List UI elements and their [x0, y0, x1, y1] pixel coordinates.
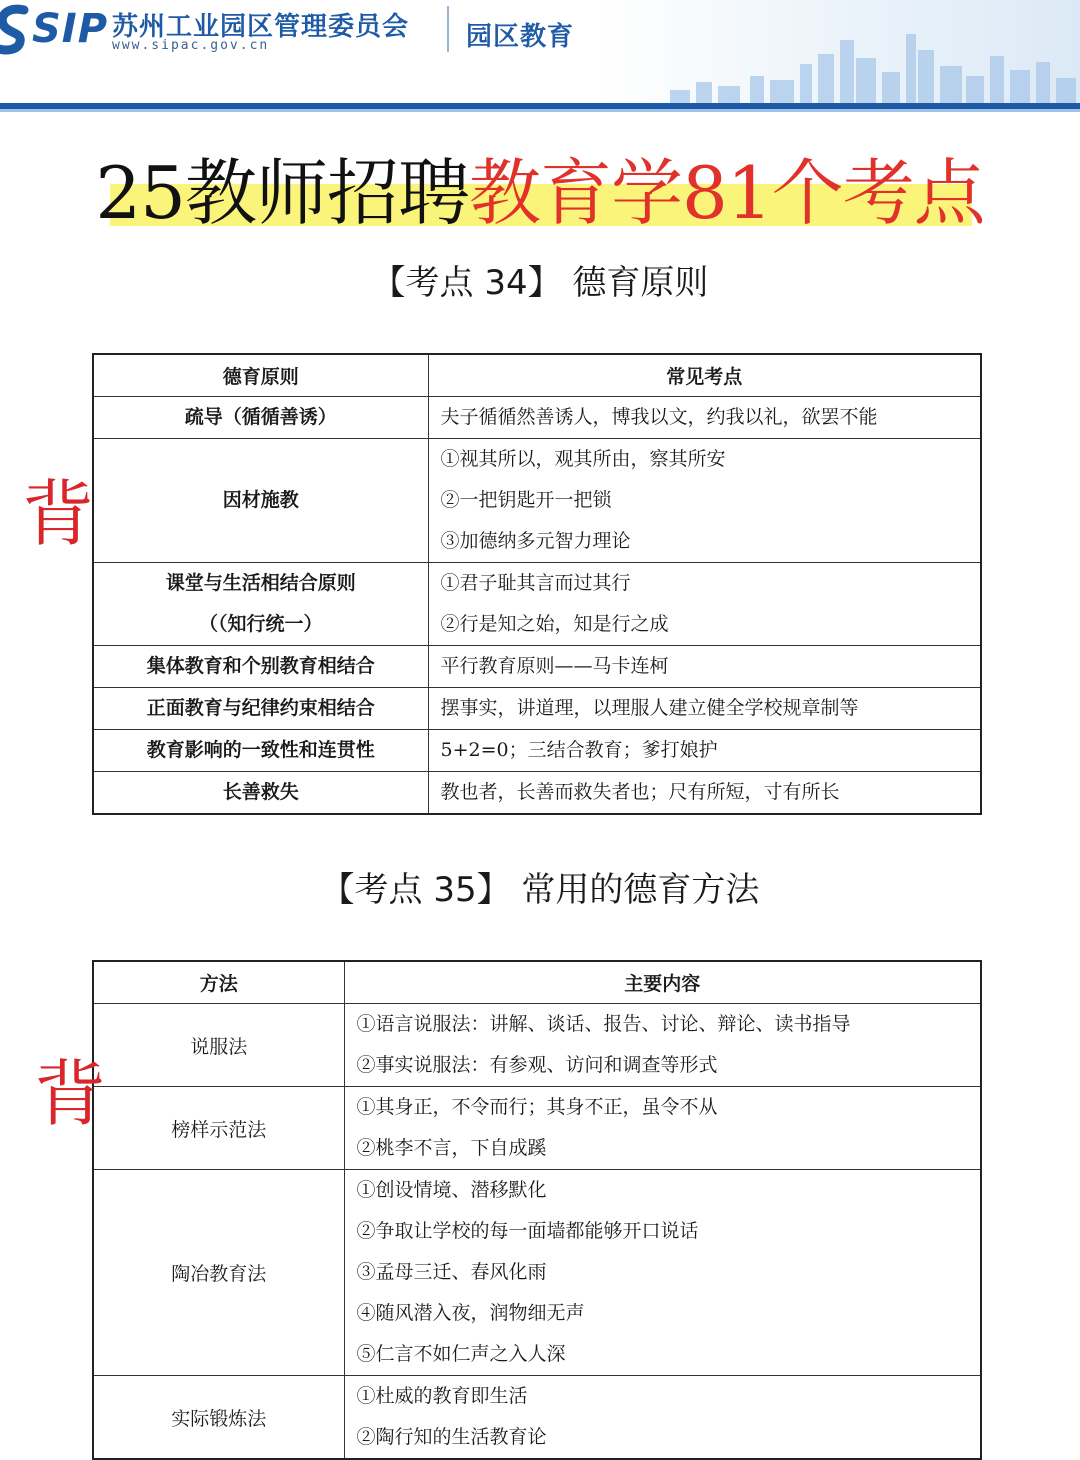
contents-cell [344, 1004, 981, 1087]
cell-line: （（知行统一） [198, 613, 323, 635]
principle-cell [93, 772, 428, 815]
cell-line: ①杜威的教育即生活 [356, 1385, 528, 1407]
principle-cell [93, 397, 428, 439]
header-banner [0, 0, 1080, 112]
principle-cell [93, 730, 428, 772]
cell-line: 课堂与生活相结合原则 [165, 572, 356, 594]
principle-cell [93, 646, 428, 688]
title-part-black: 25教师招聘 [95, 151, 469, 235]
cell-line: ①视其所以，观其所由，察其所安 [440, 448, 726, 470]
table-row [93, 730, 981, 772]
header-rule-light [0, 109, 1080, 112]
cell-line: 教育影响的一致性和连贯性 [146, 739, 375, 761]
points-cell [428, 439, 981, 563]
moral-methods-table [92, 960, 982, 1460]
title-part-red: 教育学81个考点 [469, 151, 985, 235]
table-row [93, 439, 981, 563]
points-cell [428, 688, 981, 730]
cell-line: 夫子循循然善诱人，博我以文，约我以礼，欲罢不能 [440, 406, 878, 428]
table-row [93, 1087, 981, 1170]
table-row [93, 1170, 981, 1376]
section-name: 园区教育 [466, 22, 575, 52]
page-title [0, 148, 1080, 238]
org-name: 苏州工业园区管理委员会 [112, 12, 410, 42]
column-header: 常见考点 [428, 354, 981, 397]
column-header: 方法 [93, 961, 344, 1004]
cell-line: 疏导（循循善诱） [184, 406, 337, 428]
cell-line: ②一把钥匙开一把锁 [440, 489, 612, 511]
table-row [93, 688, 981, 730]
cell-line: ①君子耻其言而过其行 [440, 572, 631, 594]
table-row [93, 563, 981, 646]
section2-title: 【考点 35】 常用的德育方法 [320, 870, 760, 910]
cell-line: ②陶行知的生活教育论 [356, 1426, 547, 1448]
principle-cell [93, 688, 428, 730]
principle-cell [93, 439, 428, 563]
contents-cell [344, 1170, 981, 1376]
cell-line: ①语言说服法：讲解、谈话、报告、讨论、辩论、读书指导 [356, 1013, 851, 1035]
sip-logo-icon [0, 4, 34, 56]
method-cell: 说服法 [93, 1004, 344, 1087]
handwritten-mark: 背 [22, 472, 95, 556]
cell-line: ③加德纳多元智力理论 [440, 530, 631, 552]
column-header: 主要内容 [344, 961, 981, 1004]
table-row [93, 1004, 981, 1087]
table-row [93, 646, 981, 688]
table-row [93, 1376, 981, 1460]
column-header: 德育原则 [93, 354, 428, 397]
contents-cell [344, 1376, 981, 1460]
principle-cell [93, 563, 428, 646]
method-cell: 榜样示范法 [93, 1087, 344, 1170]
org-url: www.sipac.gov.cn [112, 38, 270, 53]
table-header-row [93, 961, 981, 1004]
moral-principles-table [92, 353, 982, 815]
points-cell [428, 646, 981, 688]
cell-line: 摆事实，讲道理，以理服人建立健全学校规章制等 [440, 697, 859, 719]
table-row [93, 397, 981, 439]
method-cell: 实际锻炼法 [93, 1376, 344, 1460]
cell-line: ②事实说服法：有参观、访问和调查等形式 [356, 1054, 718, 1076]
cell-line: 正面教育与纪律约束相结合 [146, 697, 375, 719]
table-row [93, 772, 981, 815]
points-cell [428, 730, 981, 772]
cell-line: ④随风潜入夜，润物细无声 [356, 1302, 585, 1324]
handwritten-mark: 背 [34, 1052, 107, 1136]
cell-line: 5+2=0；三结合教育；爹打娘护 [440, 739, 718, 761]
header-divider [447, 6, 449, 52]
cell-line: ①创设情境、潜移默化 [356, 1179, 547, 1201]
points-cell [428, 563, 981, 646]
points-cell [428, 397, 981, 439]
cell-line: ⑤仁言不如仁声之入人深 [356, 1343, 566, 1365]
contents-cell [344, 1087, 981, 1170]
cell-line: 长善救失 [222, 781, 299, 803]
city-skyline-icon [660, 20, 1080, 104]
cell-line: ③孟母三迁、春风化雨 [356, 1261, 547, 1283]
cell-line: 集体教育和个别教育相结合 [146, 655, 375, 677]
logo-text: SIP [32, 6, 109, 52]
method-cell: 陶冶教育法 [93, 1170, 344, 1376]
points-cell [428, 772, 981, 815]
cell-line: ①其身正，不令而行；其身不正，虽令不从 [356, 1096, 718, 1118]
cell-line: ②桃李不言，下自成蹊 [356, 1137, 547, 1159]
cell-line: 因材施教 [222, 489, 299, 511]
table-header-row [93, 354, 981, 397]
cell-line: 平行教育原则——马卡连柯 [440, 655, 669, 677]
cell-line: ②争取让学校的每一面墙都能够开口说话 [356, 1220, 699, 1242]
cell-line: 教也者，长善而救失者也；尺有所短，寸有所长 [440, 781, 840, 803]
section1-title: 【考点 34】 德育原则 [371, 263, 709, 303]
cell-line: ②行是知之始，知是行之成 [440, 613, 669, 635]
